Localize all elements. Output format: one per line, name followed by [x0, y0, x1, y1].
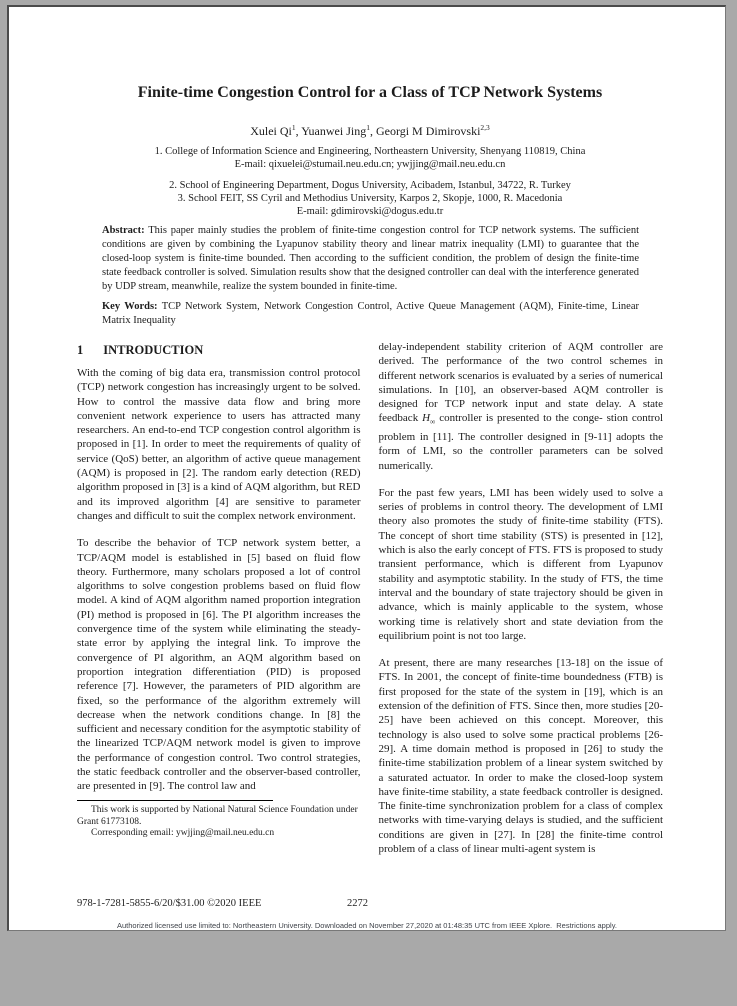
body-paragraph: For the past few years, LMI has been widely used to solve a series of problems in control theory. The development of LMI theory also promotes the study of finite-time stability (FTS). The concept of short time stability (STS) is presented in [12], which is also the early concept of FTS. FTS is proposed to study transient performance, which is different from Lyapunov stability and asymptotic stability. In the study of FTS, the time interval and the boundary of state trajectory should be given in advance, which is mainly applicable to the system, whose working time is relatively short and state deviation from the equilibrium point is not too large. [378, 486, 663, 642]
math-subscript: ∞ [430, 417, 436, 427]
keywords-label: Key Words: [102, 301, 158, 312]
h-infinity-symbol [422, 412, 436, 427]
author-separator: , [295, 124, 302, 138]
section-number: 1 [77, 343, 84, 357]
body-paragraph: With the coming of big data era, transmission control protocol (TCP) network congestion has increasingly urgent to be solved. How to control the massive data flow and bring more convenient network experience to users has attracted many researchers. An end-to-end TCP congestion control algorithm is proposed in [1]. In order to meet the requirements of quality of service (QoS) better, an algorithm of active queue management (AQM) is proposed in [2]. The random early detection (RED) algorithm proposed in [3] is a kind of AQM algorithm, but RED and its improved algorithm [4] are sensitive to parameter changes and difficult to suit the complex network environment. [77, 367, 361, 522]
affiliation-line: 1. College of Information Science and Engineering, Northeastern University, Shenyang 110819, China [154, 146, 586, 157]
author-name: Georgi M Dimirovski [375, 124, 481, 138]
author-superscript: 1 [291, 123, 296, 132]
copyright-line: 978-1-7281-5855-6/20/$31.00 ©2020 IEEE [77, 898, 262, 909]
abstract-text: This paper mainly studies the problem of finite-time congestion control for TCP network systems. The sufficient conditions are given by combining the Lyapunov stability theory and linear matrix inequality (LMI) to guarantee that the closed-loop system is finite-time bounded. Then according to the sufficient condition, the problem of design the finite-time state feedback controller is solved. Simulation results show that the designed controller can deal with the interference generated by UDP stream, meanwhile, realize the system bounded in finite-time. [102, 225, 640, 292]
author-superscript: 2,3 [480, 123, 490, 132]
footnote [77, 800, 362, 840]
affiliation-group-1 [77, 145, 663, 171]
footnote-rule [77, 800, 273, 801]
body-paragraph: To describe the behavior of TCP network system better, a TCP/AQM model is established in [5] based on fluid flow theory. Furthermore, many scholars proposed a lot of control algorithms to solve congestion problems based on fluid flow model. A kind of AQM algorithm named proportion integration (PI) method is proposed in [6]. The PI algorithm increases the convergence time of the system while eliminating the steady-state error by applying the integral link. To improve the convergence of PI algorithm, an AQM algorithm based on proportion integration differentiation (PID) is proposed reference [7]. However, the parameters of PID algorithm are fixed, so the performance of the algorithm extremely will decrease when the network conditions change. In [8] the sufficient and necessary condition for the asymptotic stability of the linearized TCP/AQM network model is given to improve the performance of congestion control. Two control strategies, the static feedback controller and the observer-based controller, are presented in [9]. The control law and [77, 537, 361, 793]
math-base: H [422, 412, 431, 425]
affiliation-line: 2. School of Engineering Department, Dogus University, Acibadem, Istanbul, 34722, R. Turkey [169, 180, 571, 191]
authors-line [77, 120, 663, 139]
paper-page [7, 5, 726, 931]
paper-title: Finite-time Congestion Control for a Class of TCP Network Systems [137, 84, 603, 101]
abstract-label: Abstract: [102, 225, 145, 236]
two-column-body [77, 340, 663, 856]
abstract-block [102, 224, 639, 294]
footnote-email: Corresponding email: ywjjing@mail.neu.edu.cn [91, 828, 275, 838]
left-column [77, 340, 361, 856]
paragraph-text: delay-independent stability criterion of AQM controller are derived. The performance of the two control schemes in different network scenarios is evaluated by a series of numerical simulations. In [10], an observer-based AQM controller is designed for TCP network input and state delay. A state feedback [378, 341, 663, 425]
author-separator: , [369, 124, 376, 138]
email-line: E-mail: qixuelei@stumail.neu.edu.cn; ywjjing@mail.neu.edu.cn [234, 159, 506, 170]
affiliation-group-2 [77, 179, 663, 218]
right-column [379, 340, 664, 856]
page-content [9, 83, 725, 1006]
author-name: Xulei Qi [250, 124, 292, 138]
affiliation-line: 3. School FEIT, SS Cyril and Methodius University, Karpos 2, Skopje, 1000, R. Macedonia [177, 193, 563, 204]
paragraph-text: controller is presented to the conge- stion control problem in [11]. The controller designed in [9-11] adopts the form of LMI, so the controller parameters can be solved numerically. [378, 412, 663, 472]
footnote-funding: This work is supported by National Natural Science Foundation under Grant 61773108. [77, 805, 358, 827]
section-title: INTRODUCTION [103, 343, 204, 357]
keywords-block [102, 300, 639, 328]
author-superscript: 1 [366, 123, 370, 132]
body-paragraph [379, 340, 664, 473]
body-paragraph: At present, there are many researches [13-18] on the issue of FTS. In 2001, the concept of finite-time boundedness (FTB) is first proposed for the state of the system in [19], which is an extension of the definition of FTS. Since then, more studies [20-25] have been achieved on this concept. Moreover, this technology is also used to solve some practical problems [26-29]. A time domain method is proposed in [26] to study the finite-time stabilization problem of a linear system switched by a saturated actuator. In order to make the closed-loop system have finite-time stability, a state feedback controller is designed. The finite-time synchronization problem for a class of complex networks with time-varying delays is studied, and the sufficient conditions are given in [27]. In [28] the finite-time control problem of a class of linear multi-agent system is [378, 657, 663, 855]
author-name: Yuanwei Jing [301, 124, 367, 138]
section-heading [77, 342, 361, 358]
license-notice: Authorized licensed use limited to: Northeastern University. Downloaded on November 27,2020 at 01:48:35 UTC from IEEE Xplore. Restrictions apply. [117, 921, 617, 930]
email-line: E-mail: gdimirovski@dogus.edu.tr [296, 206, 444, 217]
keywords-text: TCP Network System, Network Congestion Control, Active Queue Management (AQM), Finite-time, Linear Matrix Inequality [102, 301, 639, 326]
page-number: 2272 [347, 898, 368, 909]
